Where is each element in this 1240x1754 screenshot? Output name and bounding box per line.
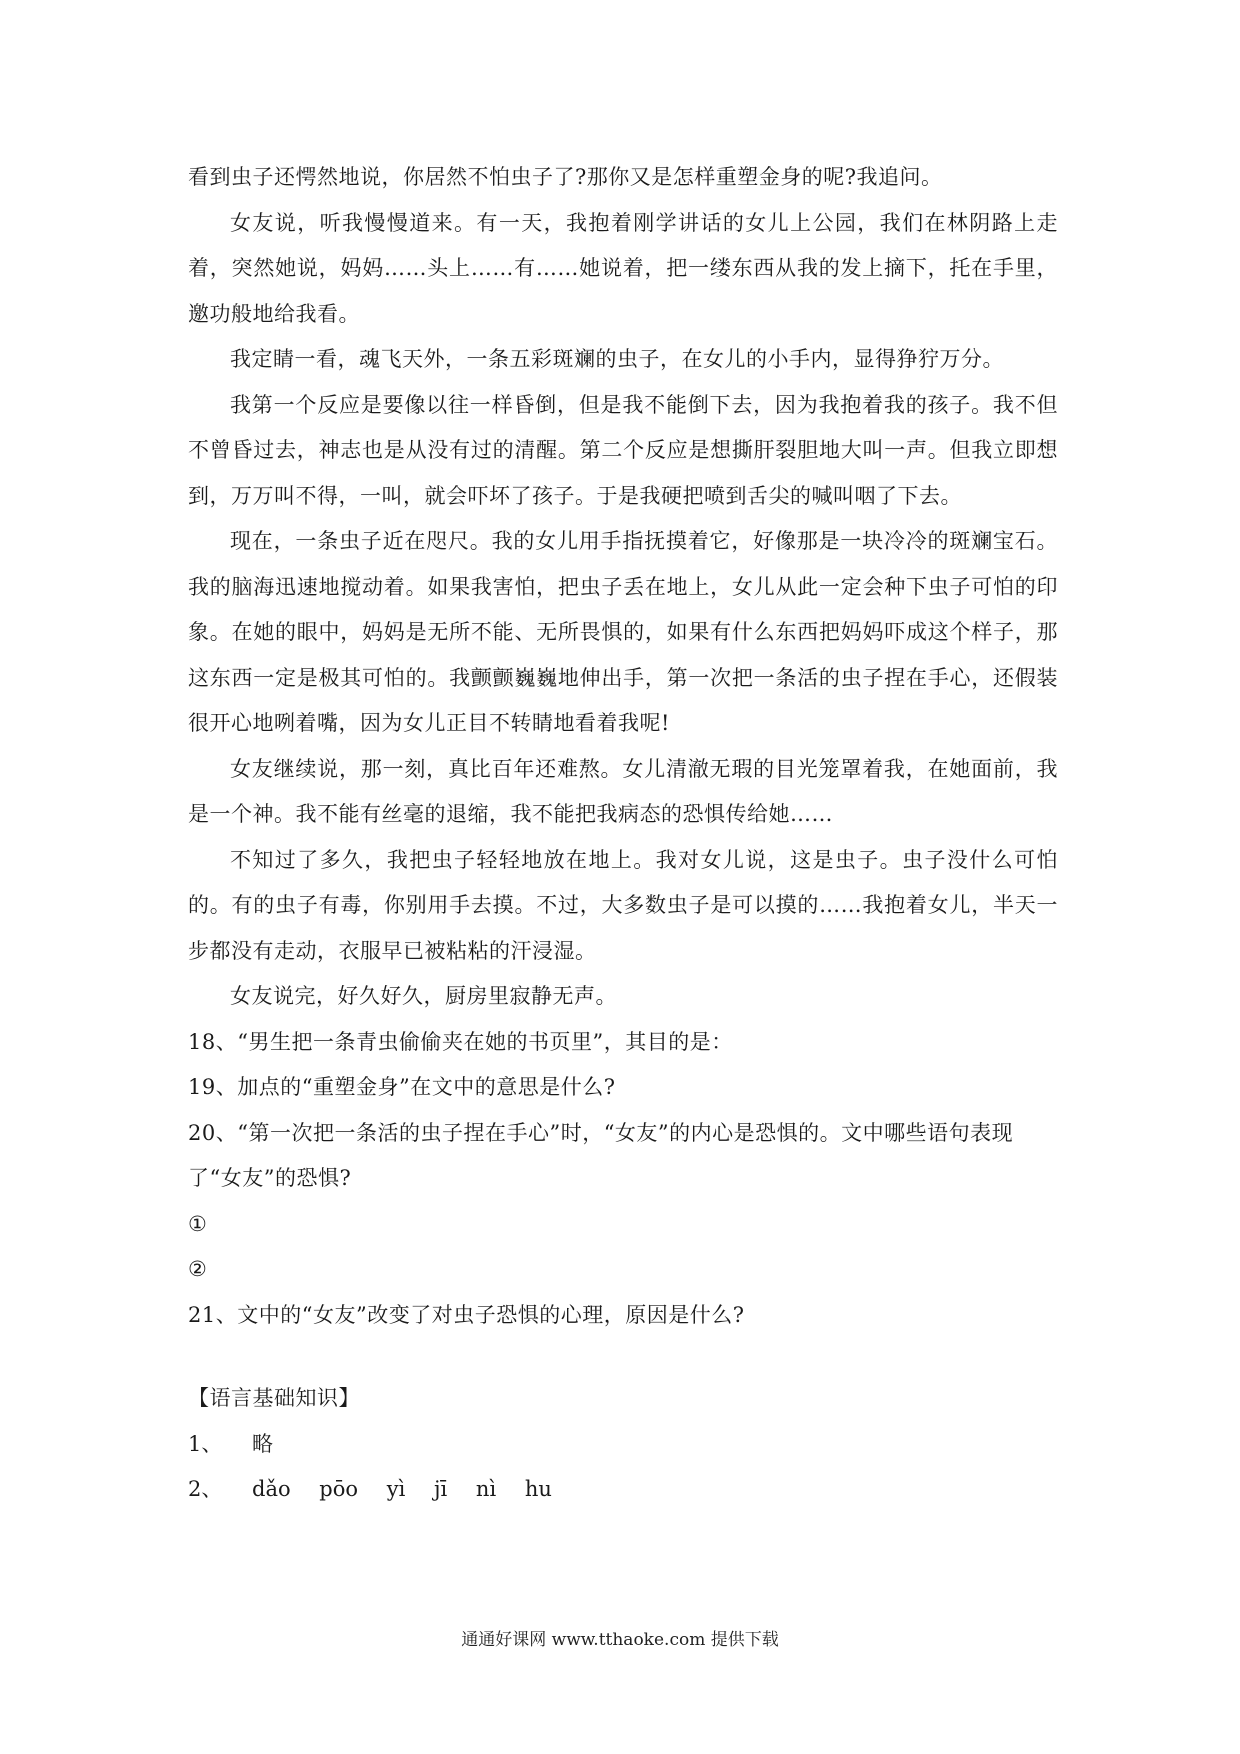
answer-item-1-number: 1、	[188, 1431, 223, 1456]
answer-item-1-text: 略	[252, 1431, 273, 1456]
pinyin-syllable: dǎo	[252, 1477, 291, 1501]
answer-item-2	[188, 1467, 1058, 1513]
pinyin-syllable: pōo	[319, 1477, 359, 1501]
pinyin-syllable: jī	[434, 1477, 448, 1501]
document-body	[188, 155, 1058, 1513]
question-20: 20、“第一次把一条活的虫子捏在手心”时，“女友”的内心是恐惧的。文中哪些语句表现了“女友”的恐惧?	[188, 1120, 1014, 1190]
passage-paragraph-3: 我定睛一看，魂飞天外，一条五彩斑斓的虫子，在女儿的小手内，显得狰狞万分。	[230, 347, 1004, 371]
question-19: 19、加点的“重塑金身”在文中的意思是什么?	[188, 1075, 616, 1099]
pinyin-syllable: nì	[475, 1477, 497, 1501]
passage-paragraph-7: 不知过了多久，我把虫子轻轻地放在地上。我对女儿说，这是虫子。虫子没什么可怕的。有的虫子有毒，你别用手去摸。不过，大多数虫子是可以摸的……我抱着女儿，半天一步都没有走动，衣服早已被粘粘的汗浸湿。	[188, 847, 1058, 963]
answer-item-2-pinyin	[252, 1467, 574, 1513]
question-18: 18、“男生把一条青虫偷偷夹在她的书页里”，其目的是：	[188, 1029, 733, 1054]
pinyin-syllable: yì	[386, 1477, 406, 1501]
pinyin-syllable: hu	[524, 1477, 552, 1501]
passage-paragraph-8: 女友说完，好久好久，厨房里寂静无声。	[230, 984, 617, 1008]
passage-paragraph-1: 看到虫子还愕然地说，你居然不怕虫子了?那你又是怎样重塑金身的呢?我追问。	[188, 165, 943, 189]
question-20-answer-1: ①	[188, 1211, 208, 1236]
passage-paragraph-6: 女友继续说，那一刻，真比百年还难熬。女儿清澈无瑕的目光笼罩着我，在她面前，我是一个神。我不能有丝毫的退缩，我不能把我病态的恐惧传给她……	[188, 756, 1058, 826]
section-spacer	[188, 1338, 1058, 1376]
passage-paragraph-2: 女友说，听我慢慢道来。有一天，我抱着刚学讲话的女儿上公园，我们在林阴路上走着，突然她说，妈妈……头上……有……她说着，把一缕东西从我的发上摘下，托在手里，邀功般地给我看。	[188, 210, 1058, 326]
question-21: 21、文中的“女友”改变了对虫子恐惧的心理，原因是什么?	[188, 1302, 745, 1327]
answer-item-1	[188, 1422, 1058, 1468]
page-footer: 通通好课网 www.tthaoke.com 提供下载	[461, 1630, 779, 1650]
passage-paragraph-5: 现在，一条虫子近在咫尺。我的女儿用手指抚摸着它，好像那是一块冷冷的斑斓宝石。我的脑海迅速地搅动着。如果我害怕，把虫子丢在地上，女儿从此一定会种下虫子可怕的印象。在她的眼中，妈妈是无所不能、无所畏惧的，如果有什么东西把妈妈吓成这个样子，那这东西一定是极其可怕的。我颤颤巍巍地伸出手，第一次把一条活的虫子捏在手心，还假装很开心地咧着嘴，因为女儿正目不转睛地看着我呢!	[188, 529, 1058, 735]
answers-heading: 【语言基础知识】	[188, 1386, 360, 1410]
question-20-answer-2: ②	[188, 1257, 208, 1281]
passage-paragraph-4: 我第一个反应是要像以往一样昏倒，但是我不能倒下去，因为我抱着我的孩子。我不但不曾昏过去，神志也是从没有过的清醒。第二个反应是想撕肝裂胆地大叫一声。但我立即想到，万万叫不得，一叫，就会吓坏了孩子。于是我硬把喷到舌尖的喊叫咽了下去。	[188, 392, 1058, 508]
answer-item-2-number: 2、	[188, 1477, 223, 1501]
